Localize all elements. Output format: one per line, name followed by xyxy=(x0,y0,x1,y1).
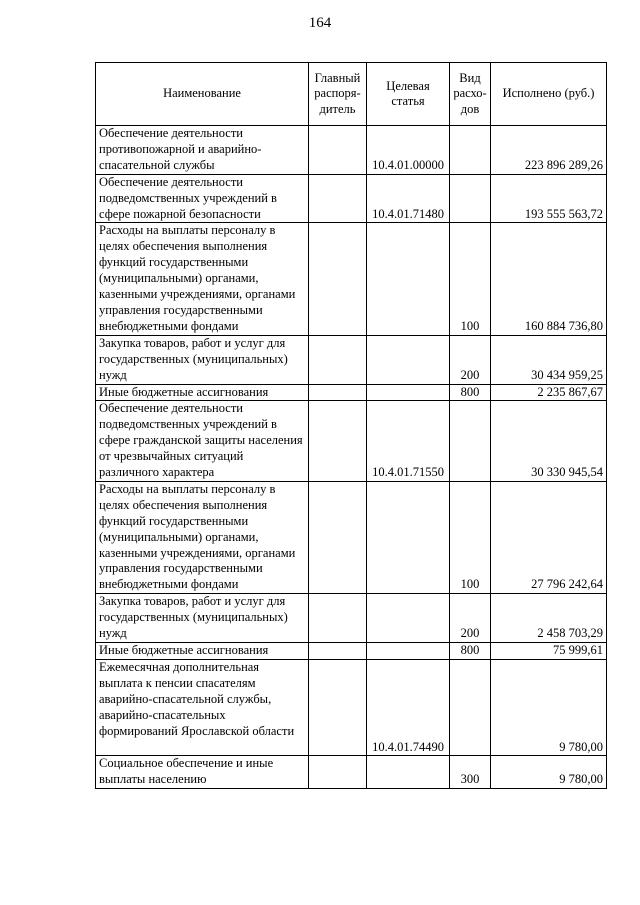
table-row xyxy=(96,756,607,789)
cell-kind xyxy=(450,174,491,223)
cell-chief xyxy=(309,384,367,401)
cell-amount: 193 555 563,72 xyxy=(491,174,607,223)
cell-chief xyxy=(309,659,367,756)
cell-target: 10.4.01.71480 xyxy=(367,174,450,223)
header-chief: Главный распоря-дитель xyxy=(309,63,367,126)
cell-chief xyxy=(309,594,367,643)
cell-name: Обеспечение деятельности противопожарной и аварийно-спасательной службы xyxy=(96,126,309,175)
table-row xyxy=(96,223,607,335)
table-row xyxy=(96,659,607,756)
cell-amount: 160 884 736,80 xyxy=(491,223,607,335)
budget-table xyxy=(95,62,607,789)
cell-amount: 9 780,00 xyxy=(491,659,607,756)
cell-amount: 9 780,00 xyxy=(491,756,607,789)
cell-target xyxy=(367,756,450,789)
page-number: 164 xyxy=(308,15,332,31)
cell-kind xyxy=(450,126,491,175)
cell-chief xyxy=(309,174,367,223)
cell-chief xyxy=(309,756,367,789)
cell-kind xyxy=(450,659,491,756)
header-target: Целевая статья xyxy=(367,63,450,126)
cell-amount: 223 896 289,26 xyxy=(491,126,607,175)
header-amount: Исполнено (руб.) xyxy=(491,63,607,126)
cell-amount: 2 458 703,29 xyxy=(491,594,607,643)
cell-chief xyxy=(309,223,367,335)
cell-chief xyxy=(309,481,367,593)
table-row xyxy=(96,174,607,223)
cell-name: Расходы на выплаты персоналу в целях обеспечения выполнения функций государственными (муниципальными) органами, казенными учреждениями, органами управления государственными внебюджетными фондами xyxy=(96,481,309,593)
cell-chief xyxy=(309,401,367,482)
table-header-row xyxy=(96,63,607,126)
table-row xyxy=(96,481,607,593)
header-kind: Вид расхо-дов xyxy=(450,63,491,126)
cell-target xyxy=(367,384,450,401)
cell-amount: 27 796 242,64 xyxy=(491,481,607,593)
cell-kind: 800 xyxy=(450,384,491,401)
cell-target: 10.4.01.00000 xyxy=(367,126,450,175)
table-row xyxy=(96,126,607,175)
cell-name: Расходы на выплаты персоналу в целях обеспечения выполнения функций государственными (муниципальными) органами, казенными учреждениями, органами управления государственными внебюджетными фондами xyxy=(96,223,309,335)
header-name: Наименование xyxy=(96,63,309,126)
cell-amount: 2 235 867,67 xyxy=(491,384,607,401)
cell-target: 10.4.01.74490 xyxy=(367,659,450,756)
cell-kind xyxy=(450,401,491,482)
cell-target: 10.4.01.71550 xyxy=(367,401,450,482)
cell-name: Закупка товаров, работ и услуг для государственных (муниципальных) нужд xyxy=(96,335,309,384)
table-row xyxy=(96,384,607,401)
cell-target xyxy=(367,643,450,660)
cell-name: Обеспечение деятельности подведомственных учреждений в сфере пожарной безопасности xyxy=(96,174,309,223)
cell-kind: 200 xyxy=(450,594,491,643)
cell-name: Иные бюджетные ассигнования xyxy=(96,384,309,401)
cell-amount: 30 434 959,25 xyxy=(491,335,607,384)
cell-chief xyxy=(309,643,367,660)
table-row xyxy=(96,643,607,660)
cell-chief xyxy=(309,335,367,384)
cell-name: Обеспечение деятельности подведомственных учреждений в сфере гражданской защиты населения от чрезвычайных ситуаций различного характера xyxy=(96,401,309,482)
cell-kind: 100 xyxy=(450,481,491,593)
cell-amount: 30 330 945,54 xyxy=(491,401,607,482)
cell-name: Ежемесячная дополнительная выплата к пенсии спасателям аварийно-спасательной службы, аварийно-спасательных формирований Ярославской области xyxy=(96,659,309,756)
cell-target xyxy=(367,223,450,335)
cell-kind: 200 xyxy=(450,335,491,384)
cell-target xyxy=(367,594,450,643)
cell-name: Закупка товаров, работ и услуг для государственных (муниципальных) нужд xyxy=(96,594,309,643)
table-row xyxy=(96,335,607,384)
cell-kind: 300 xyxy=(450,756,491,789)
cell-name: Социальное обеспечение и иные выплаты населению xyxy=(96,756,309,789)
cell-target xyxy=(367,481,450,593)
table-row xyxy=(96,401,607,482)
cell-chief xyxy=(309,126,367,175)
cell-kind: 800 xyxy=(450,643,491,660)
cell-target xyxy=(367,335,450,384)
cell-amount: 75 999,61 xyxy=(491,643,607,660)
cell-name: Иные бюджетные ассигнования xyxy=(96,643,309,660)
cell-kind: 100 xyxy=(450,223,491,335)
table-row xyxy=(96,594,607,643)
